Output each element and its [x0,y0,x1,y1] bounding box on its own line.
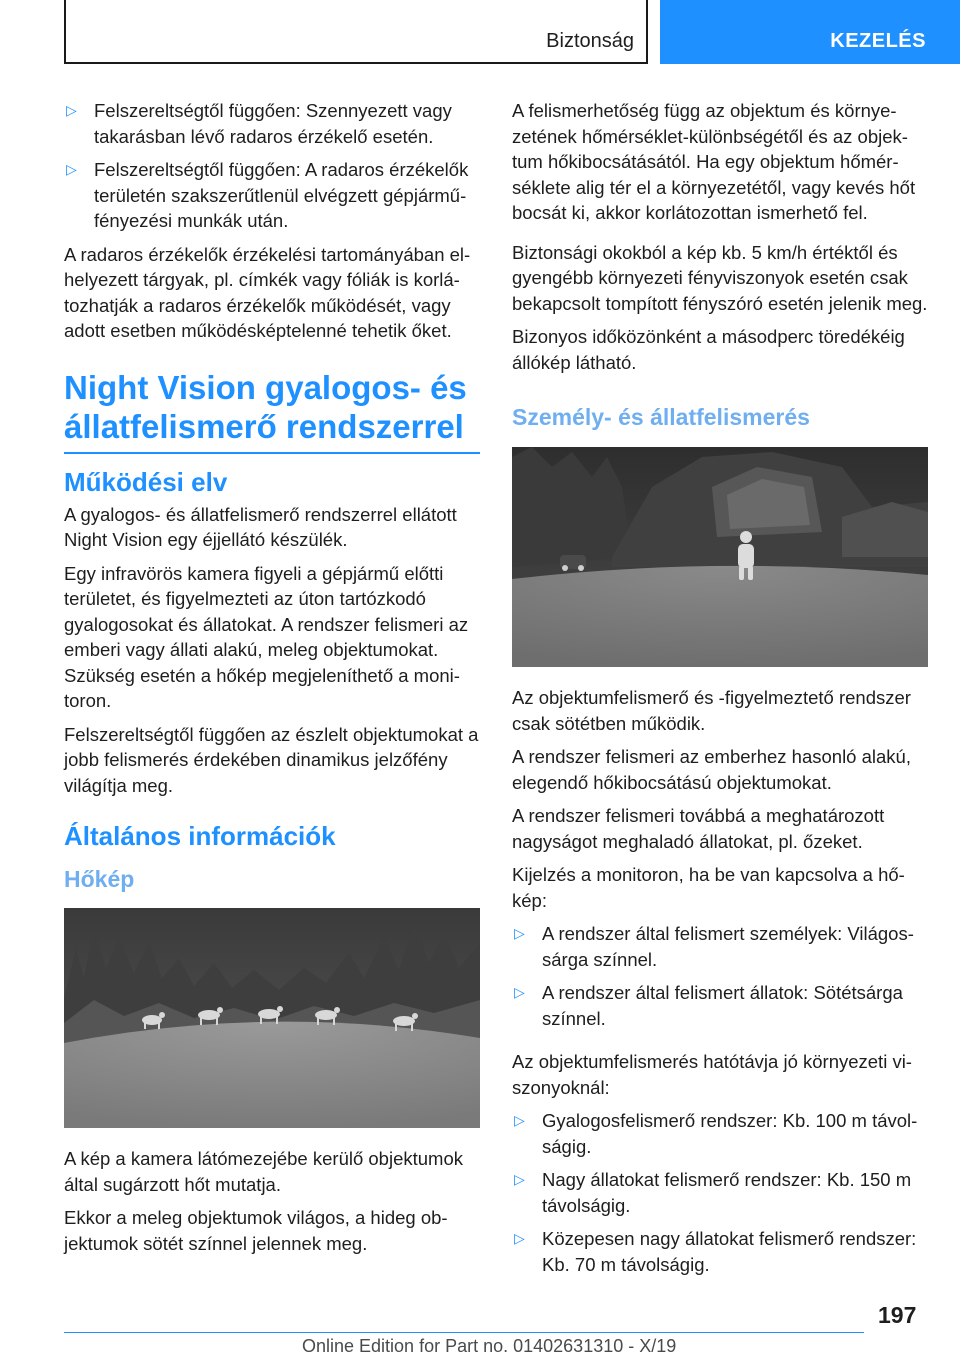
list-item [512,1226,928,1277]
paragraph: A radaros érzékelők érzékelési tartományában el-helyezett tárgyak, pl. címkék vagy fóliák is korlá-tozhatják a radaros érzékelők működését, vagy adott esetben működésképtelenné tehetik őket. [64,243,471,341]
list-item-text: Nagy állatokat felismerő rendszer: Kb. 150 m távolságig. [542,1169,912,1216]
paragraph: A gyalogos- és állatfelismerő rendszerrel ellátott Night Vision egy éjjellátó készülék. [64,503,457,550]
footer-edition: Online Edition for Part no. 01402631310 - X/19 [302,1336,677,1356]
list-item-text: Közepesen nagy állatokat felismerő rendszer: Kb. 70 m távolságig. [542,1228,917,1275]
paragraph: A rendszer felismeri az emberhez hasonló alakú, elegendő hőkibocsátású objektumokat. [512,746,911,793]
list-item [512,1108,928,1159]
list-item [512,1167,928,1218]
list-item-text: Felszereltségtől függően: A radaros érzékelők területén szakszerűtlenül elvégzett gépjármű-fényezési munkák után. [94,159,469,231]
section-title: Night Vision gyalogos- és állatfelismerő rendszerrel [64,368,467,445]
left-column [64,98,480,1264]
header-section-title: Biztonság [546,30,634,52]
page-number: 197 [878,1302,917,1328]
paragraph: Bizonyos időközönként a másodperc töredékéig állókép látható. [512,326,905,373]
header-section-box [64,0,648,64]
subheading-general: Általános információk [64,821,336,851]
triangle-bullet-icon: ▷ [514,1230,525,1246]
list-item [512,980,928,1031]
list-item [64,98,480,149]
right-column [512,98,928,1285]
list-item-text: A rendszer által felismert állatok: Sötétsárga színnel. [542,982,903,1029]
triangle-bullet-icon: ▷ [66,102,77,118]
paragraph: Az objektumfelismerés hatótávja jó környezeti vi-szonyoknál: [512,1051,912,1098]
subheading-thermal: Hőkép [64,866,135,892]
subheading-principle: Működési elv [64,466,228,497]
list-item-text: A rendszer által felismert személyek: Világos-sárga színnel. [542,923,914,970]
triangle-bullet-icon: ▷ [514,925,525,941]
subheading-detection: Személy- és állatfelismerés [512,404,810,430]
header-chapter-title: KEZELÉS [830,30,926,52]
paragraph: Biztonsági okokból a kép kb. 5 km/h értéktől és gyengébb környezeti fényviszonyok esetén csak bekapcsolt tompított fényszóró esetén jelenik meg. [512,241,928,314]
triangle-bullet-icon: ▷ [66,161,77,177]
list-item [512,921,928,972]
paragraph: Egy infravörös kamera figyeli a gépjármű előtti területet, és figyelmezteti az úton tartózkodó gyalogosokat és állatokat. A rendszer felismeri az emberi vagy állati alakú, meleg objektumokat. Szükség esetén a hőkép megjeleníthető a moni-toron. [64,562,469,711]
thermal-image-pedestrian [512,447,928,667]
paragraph: Kijelzés a monitoron, ha be van kapcsolva a hő-kép: [512,864,905,911]
title-rule [64,452,480,454]
footer-rule [64,1332,864,1333]
paragraph: Felszereltségtől függően az észlelt objektumokat a jobb felismerés érdekében dinamikus jelzőfény világítja meg. [64,723,479,796]
paragraph: A felismerhetőség függ az objektum és környe-zetének hőmérséklet-különbségétől és az objek-tum hőkibocsátásától. Ha egy objektum hőmér-séklete alig tér el a környezetétől, vagy kevés hőt bocsát ki, akkor korlátozottan ismerhető fel. [512,100,916,223]
header-chapter-tab [660,0,960,64]
list-item-text: Felszereltségtől függően: Szennyezett vagy takarásban lévő radaros érzékelő esetén. [94,100,452,147]
triangle-bullet-icon: ▷ [514,1112,525,1128]
paragraph: Az objektumfelismerő és -figyelmeztető rendszer csak sötétben működik. [512,687,911,734]
paragraph: A kép a kamera látómezejébe kerülő objektumok által sugárzott hőt mutatja. [64,1148,463,1195]
list-item [64,157,480,234]
paragraph: Ekkor a meleg objektumok világos, a hideg ob-jektumok sötét színnel jelennek meg. [64,1207,448,1254]
triangle-bullet-icon: ▷ [514,984,525,1000]
list-item-text: Gyalogosfelismerő rendszer: Kb. 100 m távol-ságig. [542,1110,918,1157]
thermal-image-animals [64,908,480,1128]
triangle-bullet-icon: ▷ [514,1171,525,1187]
paragraph: A rendszer felismeri továbbá a meghatározott nagyságot meghaladó állatokat, pl. őzeket. [512,805,885,852]
